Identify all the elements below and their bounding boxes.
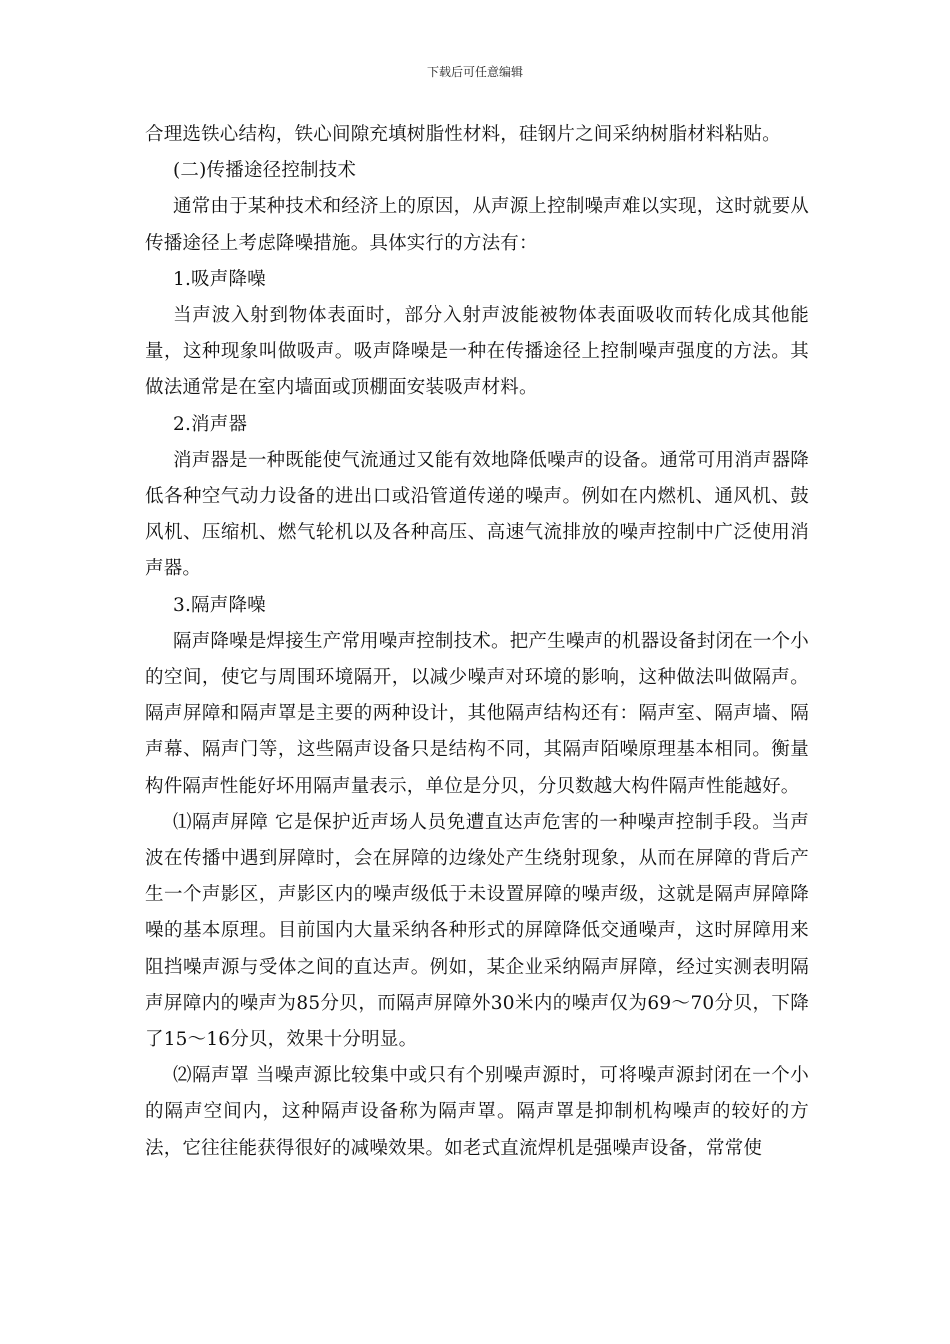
paragraph-sound-absorption: 当声波入射到物体表面时，部分入射声波能被物体表面吸收而转化成其他能量，这种现象叫做吸声。吸声降噪是一种在传播途径上控制噪声强度的方法。其做法通常是在室内墙面或顶棚面安装吸声材料。 [145, 305, 809, 399]
subheading-silencer: 2.消声器 [173, 413, 248, 435]
paragraph-silencer: 消声器是一种既能使气流通过又能有效地降低噪声的设备。通常可用消声器降低各种空气动力设备的进出口或沿管道传递的噪声。例如在内燃机、通风机、鼓风机、压缩机、燃气轮机以及各种高压、高速气流排放的噪声控制中广泛使用消声器。 [145, 449, 809, 580]
paragraph-sound-insulation: 隔声降噪是焊接生产常用噪声控制技术。把产生噪声的机器设备封闭在一个小的空间，使它与周围环境隔开，以减少噪声对环境的影响，这种做法叫做隔声。隔声屏障和隔声罩是主要的两种设计，其他隔声结构还有：隔声室、隔声墙、隔声幕、隔声门等，这些隔声设备只是结构不同，其隔声陌噪原理基本相同。衡量构件隔声性能好坏用隔声量表示，单位是分贝，分贝数越大构件隔声性能越好。 [145, 630, 809, 797]
paragraph-continuation: 合理选铁心结构，铁心间隙充填树脂性材料，硅钢片之间采纳树脂材料粘贴。 [145, 124, 781, 145]
subheading-sound-insulation: 3.隔声降噪 [173, 594, 266, 616]
subheading-sound-absorption: 1.吸声降噪 [173, 268, 266, 290]
paragraph-sound-enclosure: ⑵隔声罩 当噪声源比较集中或只有个别噪声源时，可将噪声源封闭在一个小的隔声空间内，这种隔声设备称为隔声罩。隔声罩是抑制机构噪声的较好的方法，它往往能获得很好的减噪效果。如老式直流焊机是强噪声设备，常常使 [145, 1065, 809, 1159]
paragraph-sound-barrier: ⑴隔声屏障 它是保护近声场人员免遭直达声危害的一种噪声控制手段。当声波在传播中遇到屏障时，会在屏障的边缘处产生绕射现象，从而在屏障的背后产生一个声影区，声影区内的噪声级低于未设置屏障的噪声级，这就是隔声屏障降噪的基本原理。目前国内大量采纳各种形式的屏障降低交通噪声，这时屏障用来阻挡噪声源与受体之间的直达声。例如，某企业采纳隔声屏障，经过实测表明隔声屏障内的噪声为85分贝，而隔声屏障外30米内的噪声仅为69～70分贝，下降了15～16分贝，效果十分明显。 [145, 811, 809, 1051]
page-header-note: 下载后可任意编辑 [426, 65, 523, 79]
paragraph-intro: 通常由于某种技术和经济上的原因，从声源上控制噪声难以实现，这时就要从传播途径上考虑降噪措施。具体实行的方法有： [145, 196, 809, 254]
section-heading-transmission-path-control: (二)传播途径控制技术 [173, 160, 357, 182]
document-body [145, 117, 809, 1167]
